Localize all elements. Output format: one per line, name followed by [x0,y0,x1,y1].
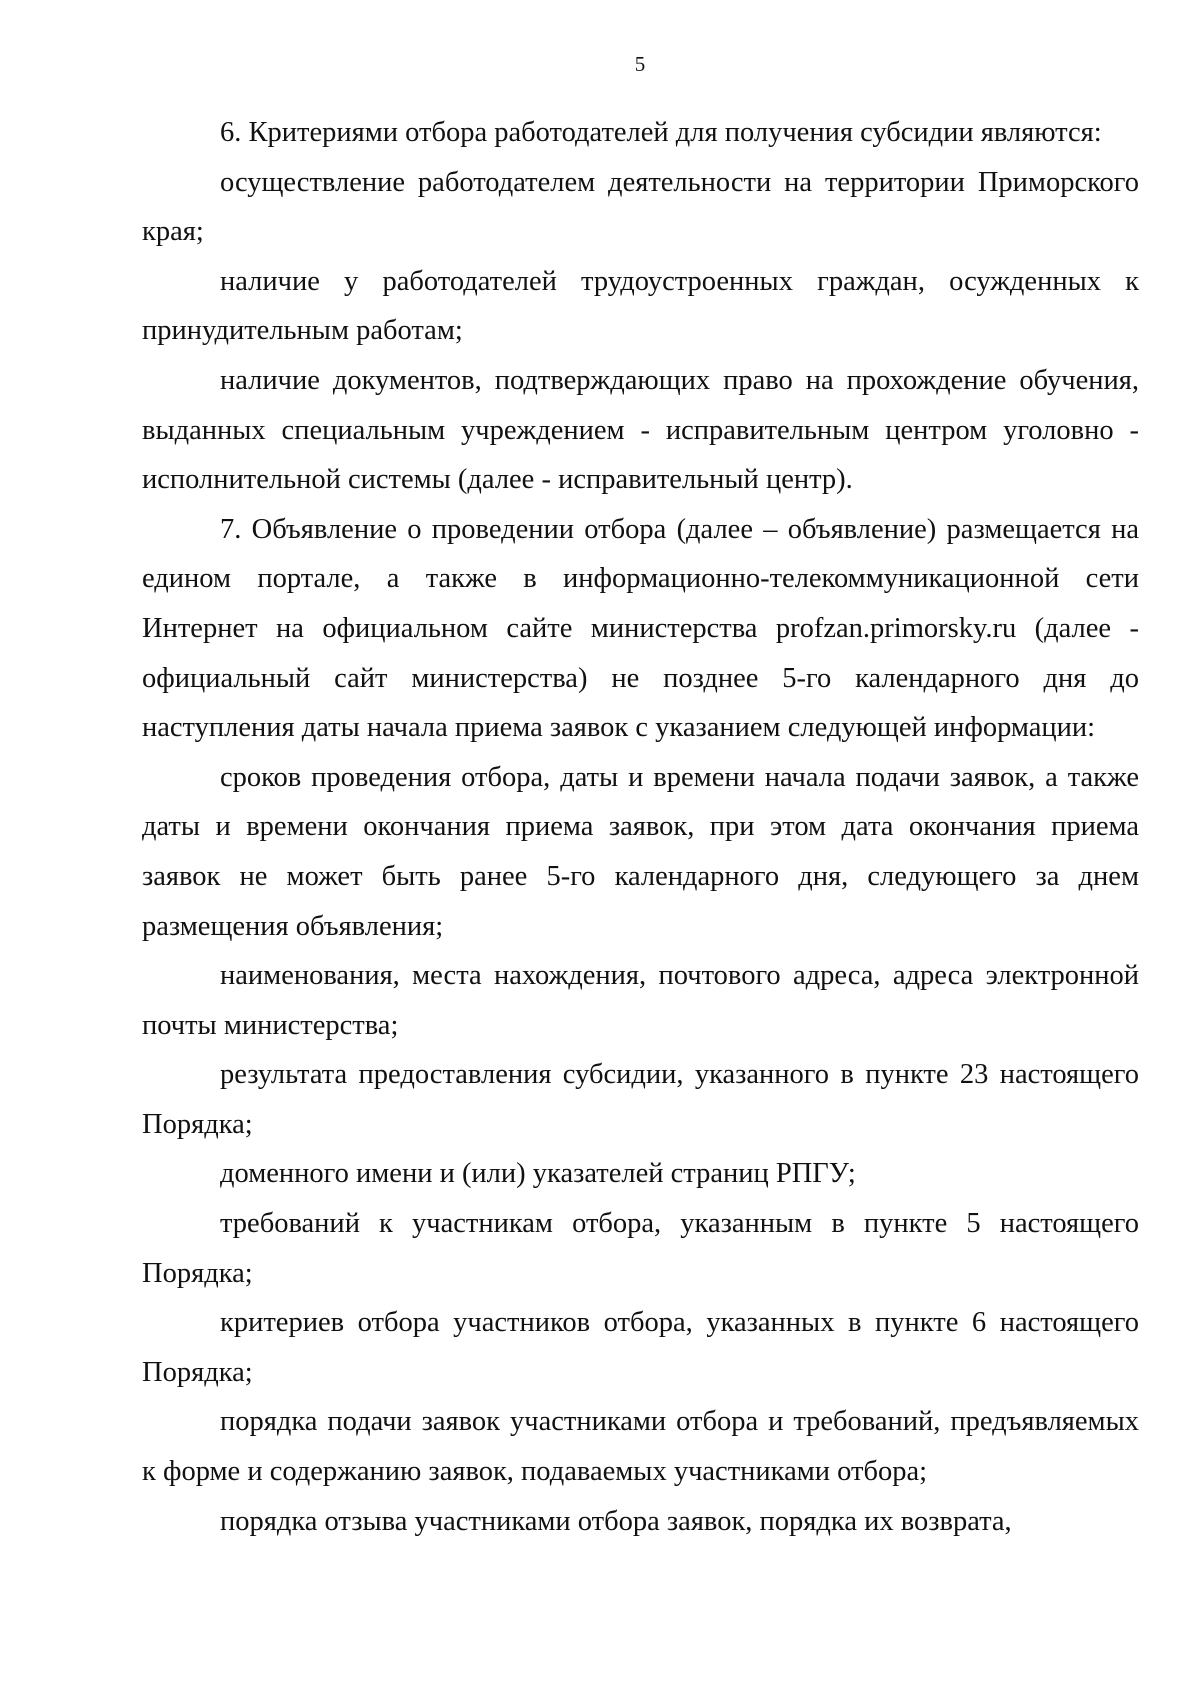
paragraph: порядка отзыва участниками отбора заявок, порядка их возврата, [220,1505,1012,1537]
page-number: 5 [634,52,646,76]
paragraph: критериев отбора участников отбора, указанных в пункте 6 настоящего Порядка; [142,1307,1139,1388]
paragraph: наличие у работодателей трудоустроенных граждан, осужденных к принудительным работам; [142,265,1139,347]
paragraph: наименования, места нахождения, почтового адреса, адреса электронной почты министерства; [142,960,1139,1041]
paragraph: порядка подачи заявок участниками отбора и требований, предъявляемых к форме и содержанию заявок, подаваемых участниками отбора; [142,1406,1139,1488]
paragraph: осуществление работодателем деятельности на территории Приморского края; [142,166,1139,248]
paragraph: 6. Критериями отбора работодателей для получения субсидии являются: [220,117,1102,148]
paragraph: 7. Объявление о проведении отбора (далее – объявление) размещается на едином портале, а также в информационно-телекоммуникационной сети Интернет на официальном сайте министерства profzan.primorsky.ru (далее - официальный сайт министерства) не позднее 5-го календарного дня до наступления даты начала приема заявок с указанием следующей информации: [142,513,1139,744]
document-body [142,108,1139,1546]
paragraph: наличие документов, подтверждающих право на прохождение обучения, выданных специальным учреждением - исправительным центром уголовно - исполнительной системы (далее - исправительный центр). [142,364,1139,496]
paragraph: результата предоставления субсидии, указанного в пункте 23 настоящего Порядка; [142,1059,1139,1140]
paragraph: доменного имени и (или) указателей страниц РПГУ; [220,1158,856,1190]
paragraph: требований к участникам отбора, указанным в пункте 5 настоящего Порядка; [142,1208,1139,1289]
paragraph: сроков проведения отбора, даты и времени начала подачи заявок, а также даты и времени окончания приема заявок, при этом дата окончания приема заявок не может быть ранее 5-го календарного дня, следующего за днем размещения объявления; [142,761,1139,942]
